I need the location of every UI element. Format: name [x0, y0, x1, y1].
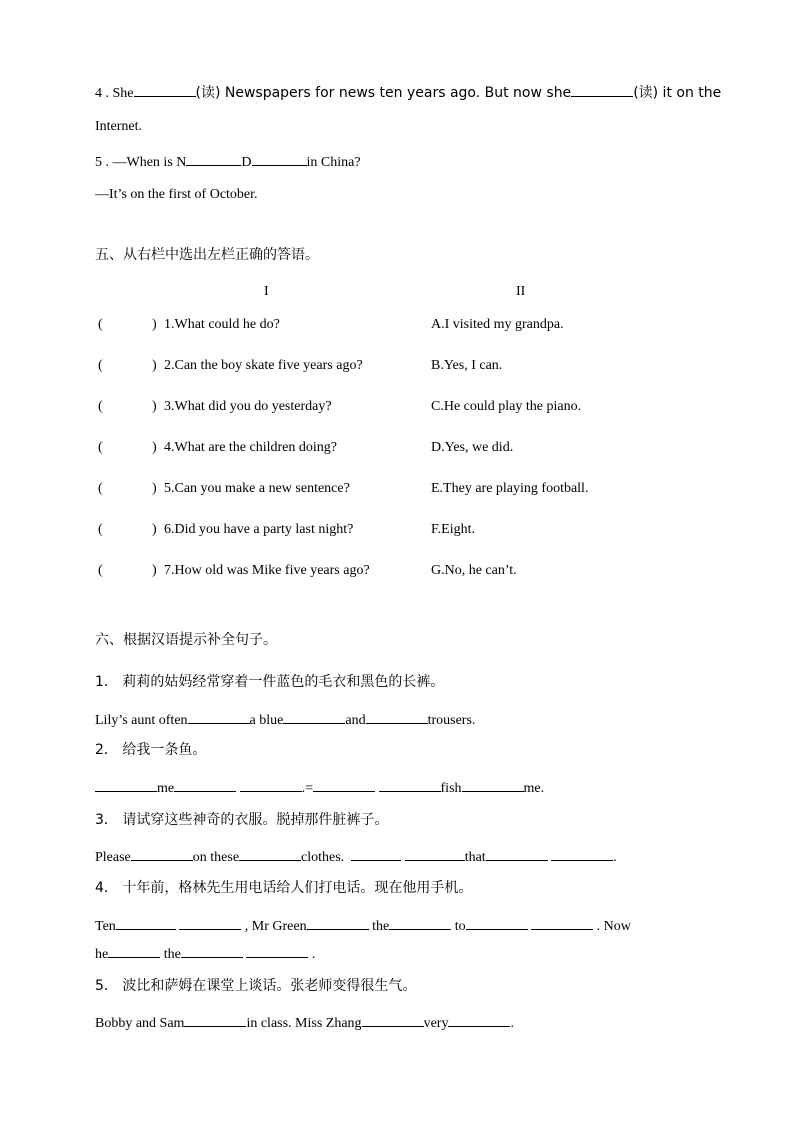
answer-paren-close: ): [152, 481, 157, 496]
q4-english-cont: he the .: [95, 943, 315, 964]
match-question: 1.What could he do?: [164, 317, 280, 332]
answer-blank[interactable]: [252, 151, 307, 166]
answer-blank[interactable]: [179, 915, 241, 930]
answer-blank[interactable]: [379, 777, 441, 792]
q1-chinese: 1． 莉莉的姑妈经常穿着一件蓝色的毛衣和黑色的长裤。: [95, 674, 445, 690]
answer-blank[interactable]: [184, 1012, 246, 1027]
section6-title: 六、根据汉语提示补全句子。: [95, 632, 277, 648]
q2-chinese: 2． 给我一条鱼。: [95, 742, 207, 758]
answer-blank[interactable]: [116, 915, 176, 930]
match-answer: E.They are playing football.: [431, 481, 589, 496]
match-row: [95, 522, 715, 540]
q2-english: me .= fish me.: [95, 777, 544, 798]
q5-answer: —It’s on the first of October.: [95, 187, 258, 202]
answer-paren-open[interactable]: (: [98, 399, 103, 414]
q3-chinese: 3． 请试穿这些神奇的衣服。脱掉那件脏裤子。: [95, 812, 389, 828]
answer-blank[interactable]: [307, 915, 369, 930]
q3-english: Please on these clothes. that .: [95, 846, 617, 867]
answer-paren-close: ): [152, 399, 157, 414]
answer-blank[interactable]: [174, 777, 236, 792]
match-question: 3.What did you do yesterday?: [164, 399, 332, 414]
column-header-ii: II: [516, 284, 526, 299]
match-row: [95, 317, 715, 335]
answer-blank[interactable]: [181, 943, 243, 958]
q5-line: 5 . —When is N D in China?: [95, 151, 361, 172]
match-question: 7.How old was Mike five years ago?: [164, 563, 370, 578]
answer-blank[interactable]: [313, 777, 375, 792]
q4-english: Ten , Mr Green the to . Now: [95, 915, 631, 936]
answer-blank[interactable]: [531, 915, 593, 930]
match-row: [95, 563, 715, 581]
answer-blank[interactable]: [240, 777, 302, 792]
answer-blank[interactable]: [246, 943, 308, 958]
answer-paren-close: ): [152, 358, 157, 373]
answer-paren-close: ): [152, 440, 157, 455]
answer-paren-close: ): [152, 563, 157, 578]
q4-chinese: 4． 十年前，格林先生用电话给人们打电话。现在他用手机。: [95, 880, 473, 896]
column-header-i: I: [264, 284, 269, 299]
answer-blank[interactable]: [108, 943, 160, 958]
answer-blank[interactable]: [239, 846, 301, 861]
answer-paren-close: ): [152, 317, 157, 332]
answer-blank[interactable]: [486, 846, 548, 861]
answer-paren-open[interactable]: (: [98, 317, 103, 332]
answer-blank[interactable]: [188, 709, 250, 724]
section5-title: 五、从右栏中选出左栏正确的答语。: [95, 247, 319, 263]
answer-blank[interactable]: [283, 709, 345, 724]
match-question: 6.Did you have a party last night?: [164, 522, 354, 537]
match-answer: C.He could play the piano.: [431, 399, 582, 414]
answer-blank[interactable]: [186, 151, 241, 166]
question-number: 5 .: [95, 155, 109, 170]
answer-blank[interactable]: [351, 846, 401, 861]
answer-blank[interactable]: [362, 1012, 424, 1027]
answer-blank[interactable]: [95, 777, 157, 792]
match-answer: B.Yes, I can.: [431, 358, 503, 373]
answer-paren-open[interactable]: (: [98, 563, 103, 578]
answer-paren-open[interactable]: (: [98, 358, 103, 373]
q5-english: Bobby and Sam in class. Miss Zhang very .: [95, 1012, 514, 1033]
match-answer: G.No, he can’t.: [431, 563, 517, 578]
answer-blank[interactable]: [448, 1012, 510, 1027]
match-answer: A.I visited my grandpa.: [431, 317, 564, 332]
q5-chinese: 5． 波比和萨姆在课堂上谈话。张老师变得很生气。: [95, 978, 417, 994]
answer-blank[interactable]: [134, 82, 196, 97]
answer-blank[interactable]: [131, 846, 193, 861]
answer-paren-close: ): [152, 522, 157, 537]
answer-blank[interactable]: [462, 777, 524, 792]
match-question: 4.What are the children doing?: [164, 440, 337, 455]
q4-line-cont: Internet.: [95, 119, 143, 134]
match-row: [95, 481, 715, 499]
q1-english: Lily’s aunt often a blue and trousers.: [95, 709, 475, 730]
match-answer: D.Yes, we did.: [431, 440, 514, 455]
answer-blank[interactable]: [389, 915, 451, 930]
match-answer: F.Eight.: [431, 522, 475, 537]
match-row: [95, 358, 715, 376]
answer-blank[interactable]: [366, 709, 428, 724]
answer-paren-open[interactable]: (: [98, 481, 103, 496]
q4-line: 4 . She (读) Newspapers for news ten years ago. But now she (读) it on the: [95, 82, 721, 103]
answer-blank[interactable]: [405, 846, 465, 861]
match-question: 2.Can the boy skate five years ago?: [164, 358, 363, 373]
answer-paren-open[interactable]: (: [98, 522, 103, 537]
answer-blank[interactable]: [551, 846, 613, 861]
match-row: [95, 399, 715, 417]
answer-blank[interactable]: [466, 915, 528, 930]
answer-paren-open[interactable]: (: [98, 440, 103, 455]
match-row: [95, 440, 715, 458]
question-number: 4 .: [95, 86, 109, 101]
answer-blank[interactable]: [571, 82, 633, 97]
match-question: 5.Can you make a new sentence?: [164, 481, 350, 496]
